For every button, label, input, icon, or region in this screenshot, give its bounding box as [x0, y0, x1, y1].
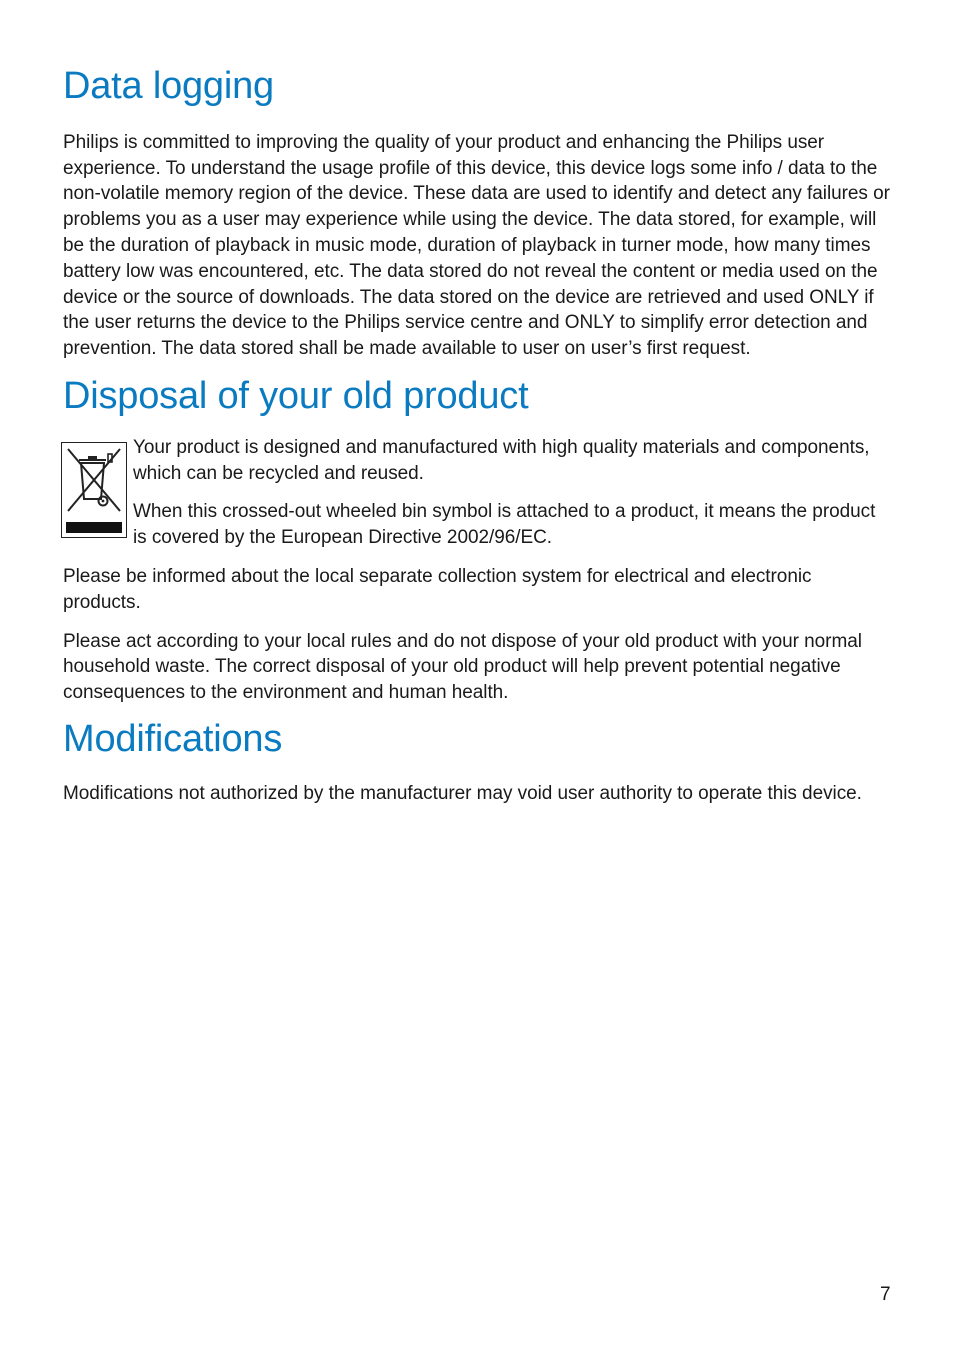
page-number: 7	[880, 1284, 891, 1305]
heading-disposal: Disposal of your old product	[63, 374, 529, 417]
crossed-out-wheeled-bin-icon	[61, 442, 127, 538]
disposal-paragraph-1: Your product is designed and manufactured with high quality materials and components, which can be recycled and reused.	[133, 436, 870, 484]
data-logging-paragraph: Philips is committed to improving the quality of your product and enhancing the Philips user experience. To understand the usage profile of this device, this device logs some info / data to the non-volatile memory region of the device. These data are used to identify and detect any failures or problems you as a user may experience while using the device. The data stored, for example, will be the duration of playback in music mode, duration of playback in turner mode, how many times battery low was encountered, etc. The data stored do not reveal the content or media used on the device or the source of downloads. The data stored on the device are retrieved and used ONLY if the user returns the device to the Philips service centre and ONLY to simplify error detection and prevention. The data stored shall be made available to user on user’s first request.	[63, 131, 890, 360]
disposal-symbol-row	[63, 435, 891, 551]
document-page	[63, 66, 891, 807]
wheeled-bin-svg	[62, 443, 126, 537]
disposal-paragraph-2: When this crossed-out wheeled bin symbol is attached to a product, it means the product is covered by the European Directive 2002/96/EC.	[133, 501, 876, 549]
disposal-paragraph-3: Please be informed about the local separate collection system for electrical and electronic products.	[63, 565, 812, 613]
modifications-paragraph: Modifications not authorized by the manufacturer may void user authority to operate this device.	[63, 782, 862, 804]
heading-modifications: Modifications	[63, 717, 283, 760]
heading-data-logging: Data logging	[63, 65, 274, 107]
disposal-paragraph-4: Please act according to your local rules and do not dispose of your old product with your normal household waste. The correct disposal of your old product will help prevent potential negative consequences to the environment and human health.	[63, 630, 862, 704]
disposal-symbol-text	[133, 435, 891, 551]
